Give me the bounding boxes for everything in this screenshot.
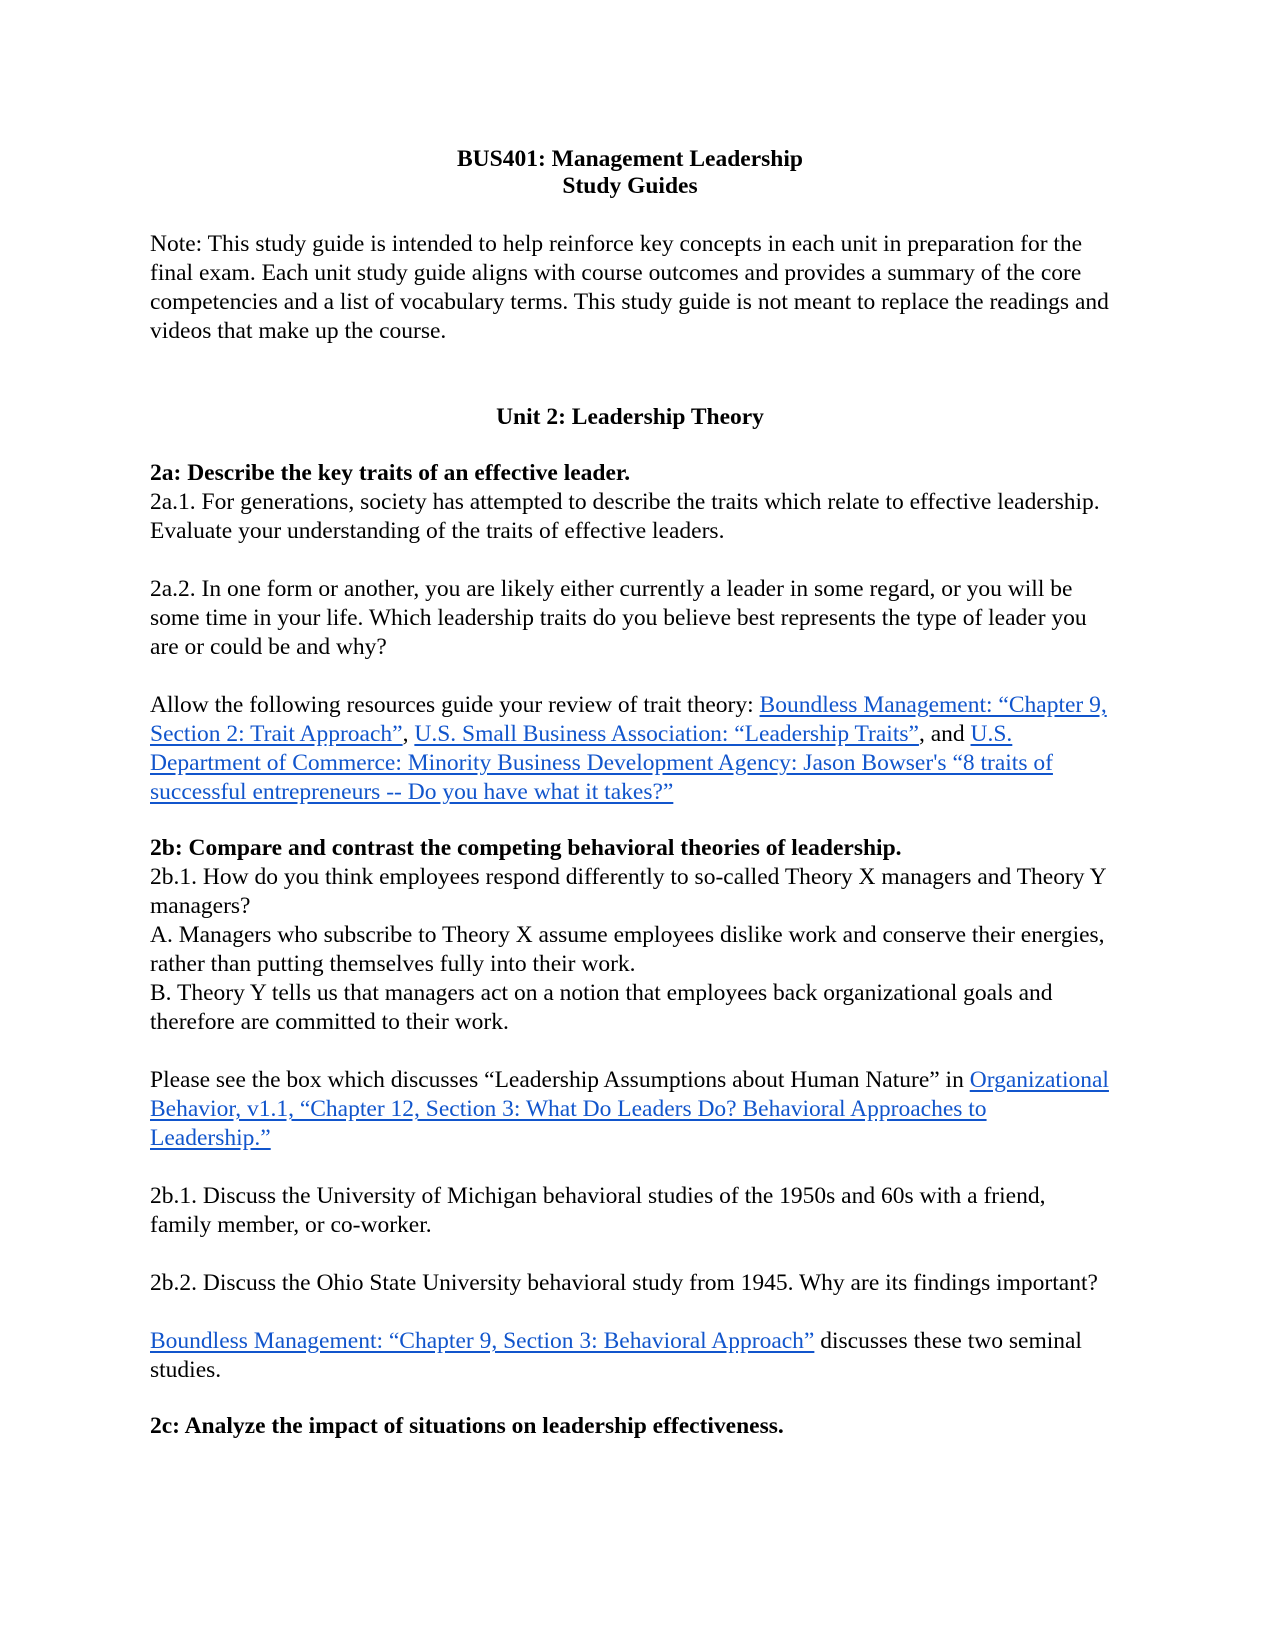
link-behavioral-approach[interactable]: Boundless Management: “Chapter 9, Section 3: Behavioral Approach” bbox=[150, 1328, 815, 1354]
link-trait-approach[interactable]: Boundless Management: “Chapter 9, Section 2: Trait Approach” bbox=[150, 692, 1107, 747]
resources-2b-tail: discusses these two seminal studies. bbox=[150, 1328, 1082, 1383]
question-2a-2: 2a.2. In one form or another, you are likely either currently a leader in some regard, or you will be some time in your life. Which leadership traits do you believe best represents the type of leader you are or could be and why? bbox=[150, 576, 1087, 660]
link-leadership-traits[interactable]: U.S. Small Business Association: “Leadership Traits” bbox=[414, 721, 919, 747]
answer-2b-a: A. Managers who subscribe to Theory X assume employees dislike work and conserve their energies, rather than putting themselves fully into their work. bbox=[150, 922, 1105, 977]
question-2b-1: 2b.1. How do you think employees respond differently to so-called Theory X managers and Theory Y managers? bbox=[150, 864, 1106, 919]
resources-2a bbox=[150, 691, 1110, 807]
answer-2b-b: B. Theory Y tells us that managers act on a notion that employees back organizational goals and therefore are committed to their work. bbox=[150, 980, 1053, 1035]
question-2b-2: 2b.2. Discuss the Ohio State University behavioral study from 1945. Why are its findings important? bbox=[150, 1270, 1098, 1296]
intro-note: Note: This study guide is intended to help reinforce key concepts in each unit in preparation for the final exam. Each unit study guide aligns with course outcomes and provides a summary of the core competencies and a list of vocabulary terms. This study guide is not meant to replace the readings and videos that make up the course. bbox=[150, 231, 1109, 344]
resources-2a-intro: Allow the following resources guide your review of trait theory: bbox=[150, 692, 760, 718]
objective-2b-heading: 2b: Compare and contrast the competing behavioral theories of leadership. bbox=[150, 835, 902, 861]
question-2a-1: 2a.1. For generations, society has attempted to describe the traits which relate to effective leadership. Evaluate your understanding of the traits of effective leaders. bbox=[150, 489, 1100, 544]
objective-2c-heading: 2c: Analyze the impact of situations on leadership effectiveness. bbox=[150, 1413, 784, 1439]
unit-title: Unit 2: Leadership Theory bbox=[496, 404, 764, 430]
resources-2b bbox=[150, 1327, 1110, 1385]
question-2b-1-michigan: 2b.1. Discuss the University of Michigan behavioral studies of the 1950s and 60s with a friend, family member, or co-worker. bbox=[150, 1183, 1046, 1238]
box-reference-2b bbox=[150, 1066, 1110, 1153]
link-8-traits-entrepreneurs[interactable]: U.S. Department of Commerce: Minority Business Development Agency: Jason Bowser's “8 traits of successful entrepreneurs -- Do you have what it takes?” bbox=[150, 721, 1053, 805]
title-block bbox=[150, 146, 1110, 200]
objective-2a-heading: 2a: Describe the key traits of an effective leader. bbox=[150, 460, 631, 486]
resources-2a-separator-2: , and bbox=[918, 721, 971, 747]
document-subtitle: Study Guides bbox=[562, 173, 698, 199]
resources-2a-separator-1: , bbox=[402, 721, 415, 747]
course-title: BUS401: Management Leadership bbox=[457, 146, 803, 172]
box-reference-intro: Please see the box which discusses “Leadership Assumptions about Human Nature” in bbox=[150, 1067, 970, 1093]
link-organizational-behavior[interactable]: Organizational Behavior, v1.1, “Chapter 12, Section 3: What Do Leaders Do? Behavioral Approaches to Leadership.” bbox=[150, 1067, 1109, 1151]
